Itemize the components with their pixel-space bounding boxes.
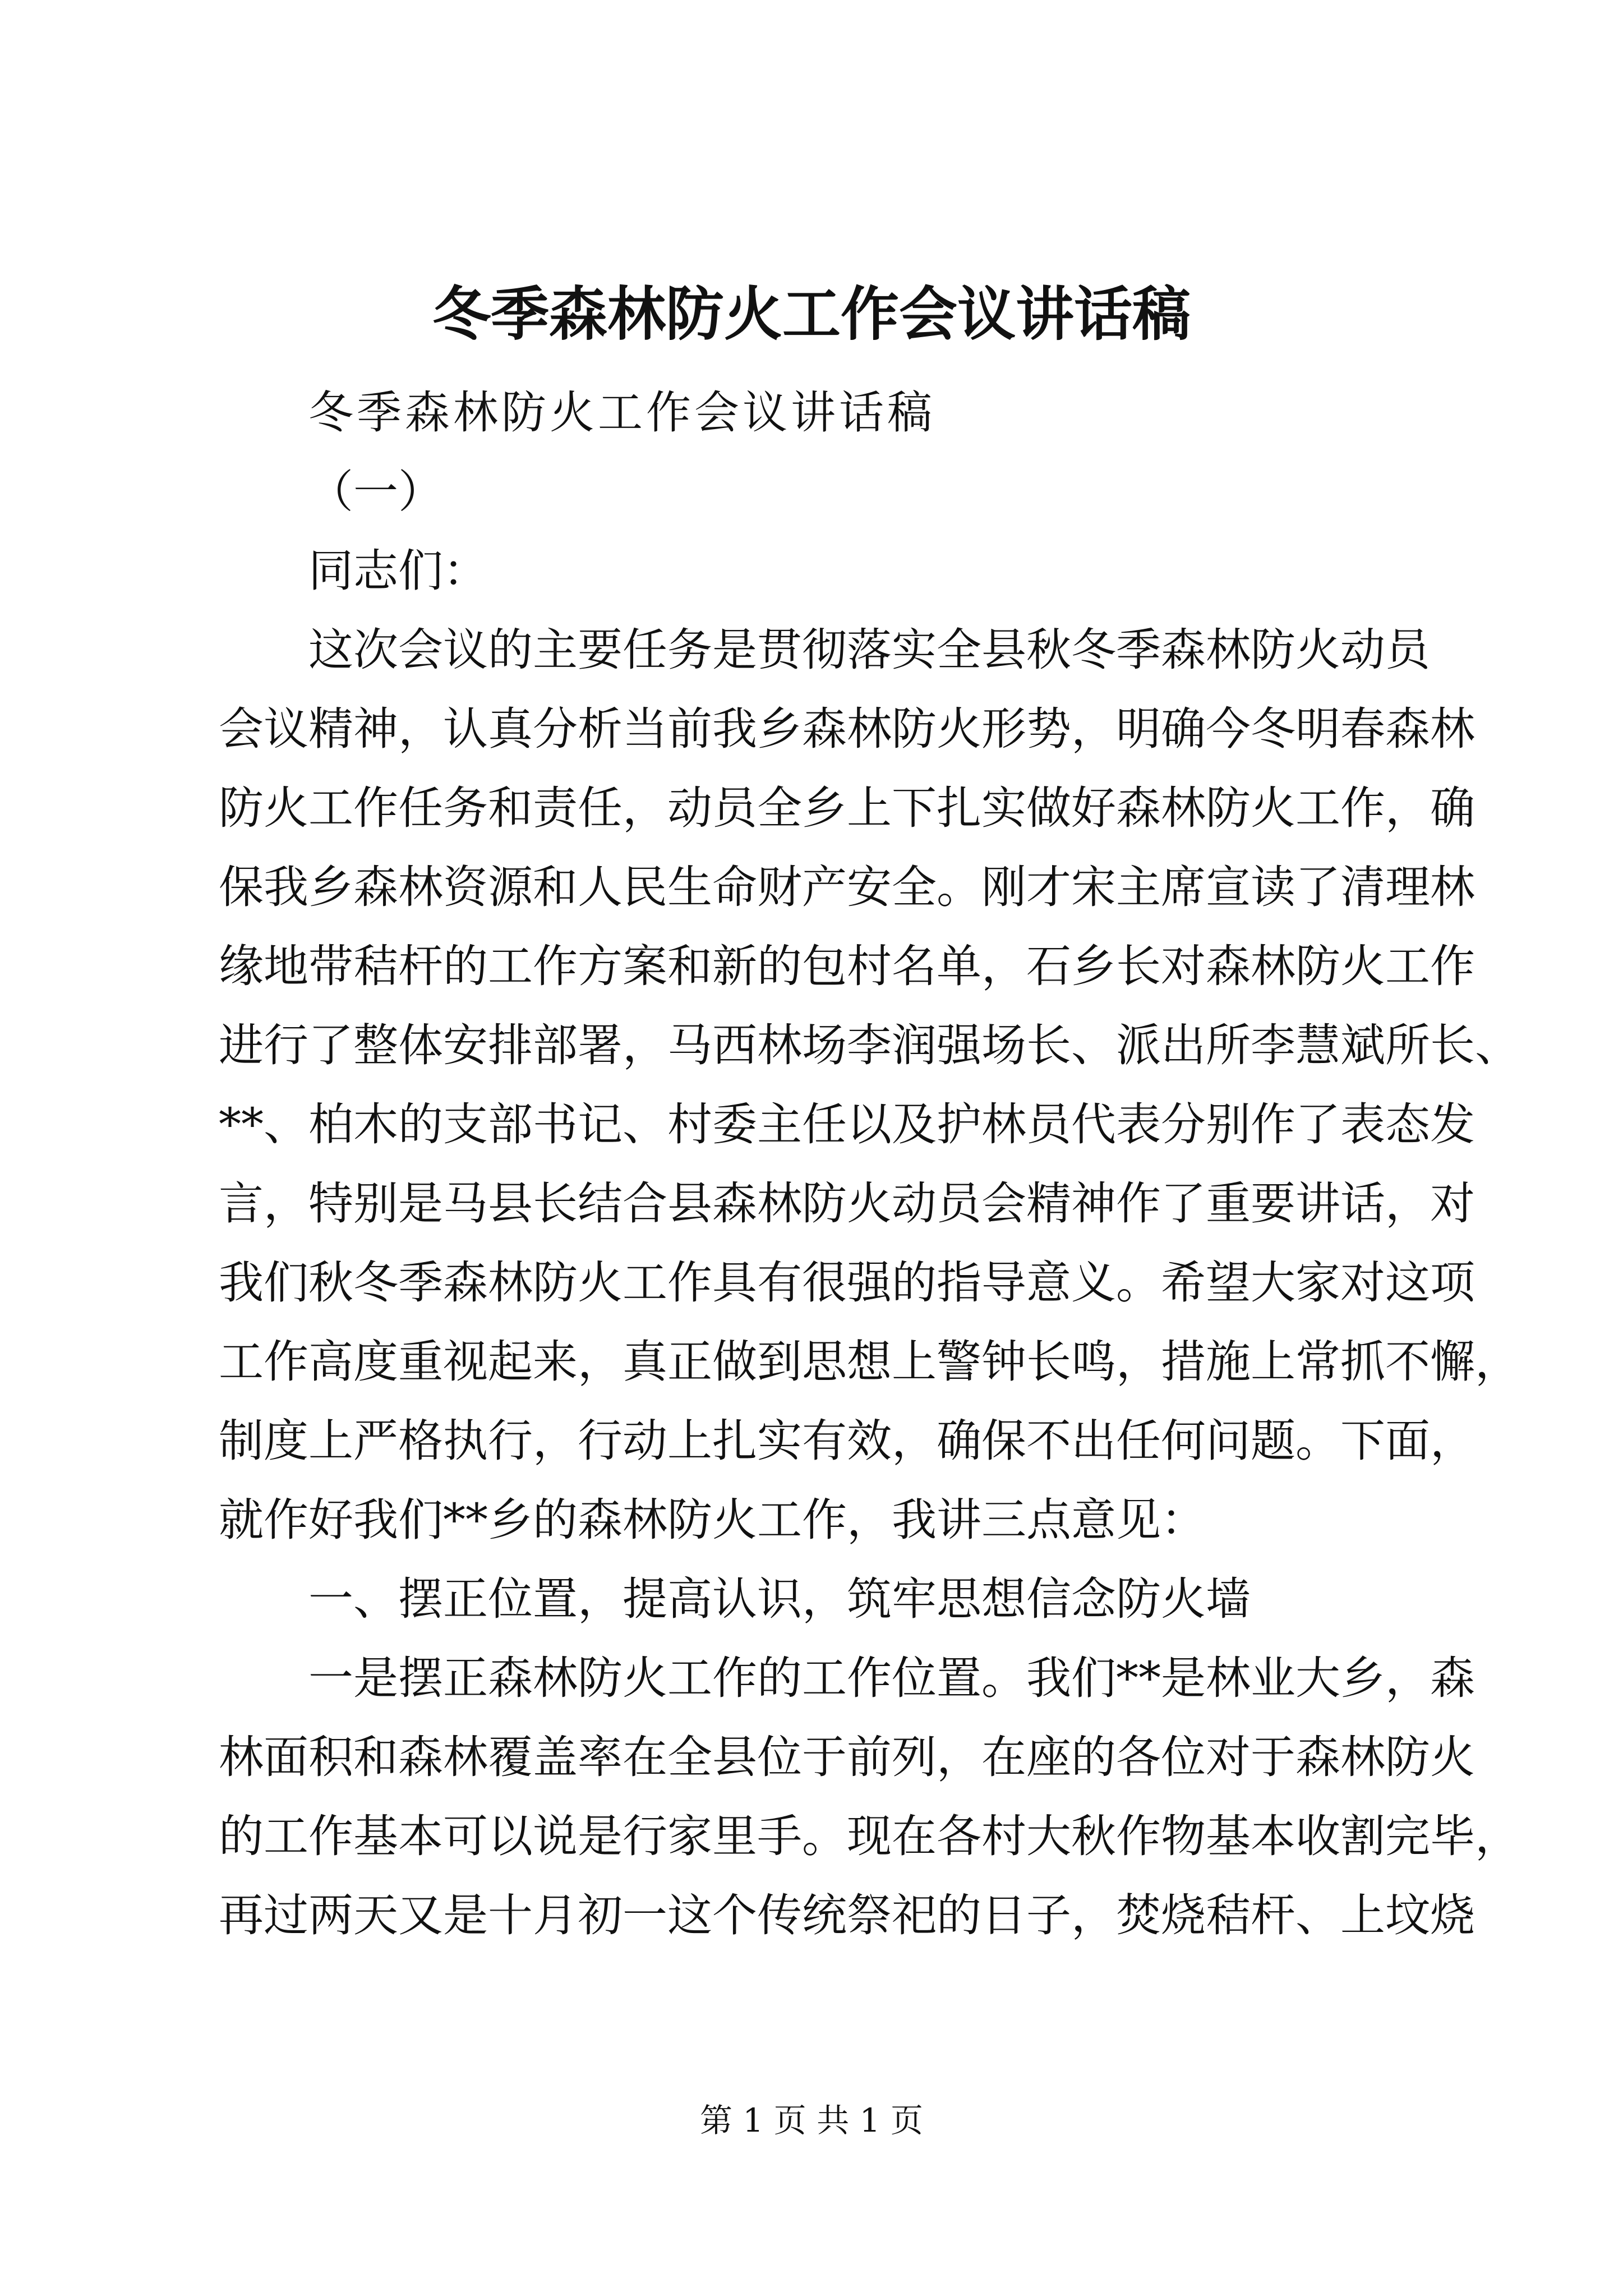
part-marker: （一） xyxy=(308,466,443,518)
paragraph-line: 防火工作任务和责任，动员全乡上下扎实做好森林防火工作，确 xyxy=(219,782,1475,834)
paragraph-line: 制度上严格执行，行动上扎实有效，确保不出任何问题。下面， xyxy=(219,1415,1475,1467)
page-footer: 第 1 页 共 1 页 xyxy=(700,2101,923,2139)
document-title: 冬季森林防火工作会议讲话稿 xyxy=(432,279,1191,348)
paragraph-line: **、柏木的支部书记、村委主任以及护林员代表分别作了表态发 xyxy=(219,1098,1475,1151)
paragraph-line: 进行了整体安排部署，马西林场李润强场长、派出所李慧斌所长、 xyxy=(219,1019,1520,1071)
paragraph-line: 再过两天又是十月初一这个传统祭祀的日子，焚烧秸杆、上坟烧 xyxy=(219,1889,1475,1941)
paragraph-1 xyxy=(219,610,1520,1559)
paragraph-line: 工作高度重视起来，真正做到思想上警钟长鸣，措施上常抓不懈， xyxy=(219,1336,1520,1388)
paragraph-line: 一是摆正森林防火工作的工作位置。我们**是林业大乡，森 xyxy=(308,1652,1475,1704)
paragraph-line: 言，特别是马县长结合县森林防火动员会精神作了重要讲话，对 xyxy=(219,1177,1475,1230)
document-subtitle: 冬季森林防火工作会议讲话稿 xyxy=(308,386,935,439)
paragraph-line: 保我乡森林资源和人民生命财产安全。刚才宋主席宣读了清理林 xyxy=(219,861,1475,913)
paragraph-2 xyxy=(219,1639,1520,1955)
paragraph-line: 林面积和森林覆盖率在全县位于前列，在座的各位对于森林防火 xyxy=(219,1731,1475,1783)
paragraph-line: 就作好我们**乡的森林防火工作，我讲三点意见： xyxy=(219,1494,1206,1546)
paragraph-line: 缘地带秸杆的工作方案和新的包村名单，石乡长对森林防火工作 xyxy=(219,940,1475,992)
salutation: 同志们： xyxy=(308,545,488,597)
paragraph-line: 这次会议的主要任务是贯彻落实全县秋冬季森林防火动员 xyxy=(308,624,1430,676)
paragraph-line: 会议精神，认真分析当前我乡森林防火形势，明确今冬明春森林 xyxy=(219,703,1475,755)
document-body xyxy=(219,373,1520,1955)
paragraph-line: 的工作基本可以说是行家里手。现在各村大秋作物基本收割完毕， xyxy=(219,1810,1520,1862)
section-heading-1: 一、摆正位置，提高认识，筑牢思想信念防火墙 xyxy=(308,1573,1251,1625)
paragraph-line: 我们秋冬季森林防火工作具有很强的指导意义。希望大家对这项 xyxy=(219,1257,1475,1309)
